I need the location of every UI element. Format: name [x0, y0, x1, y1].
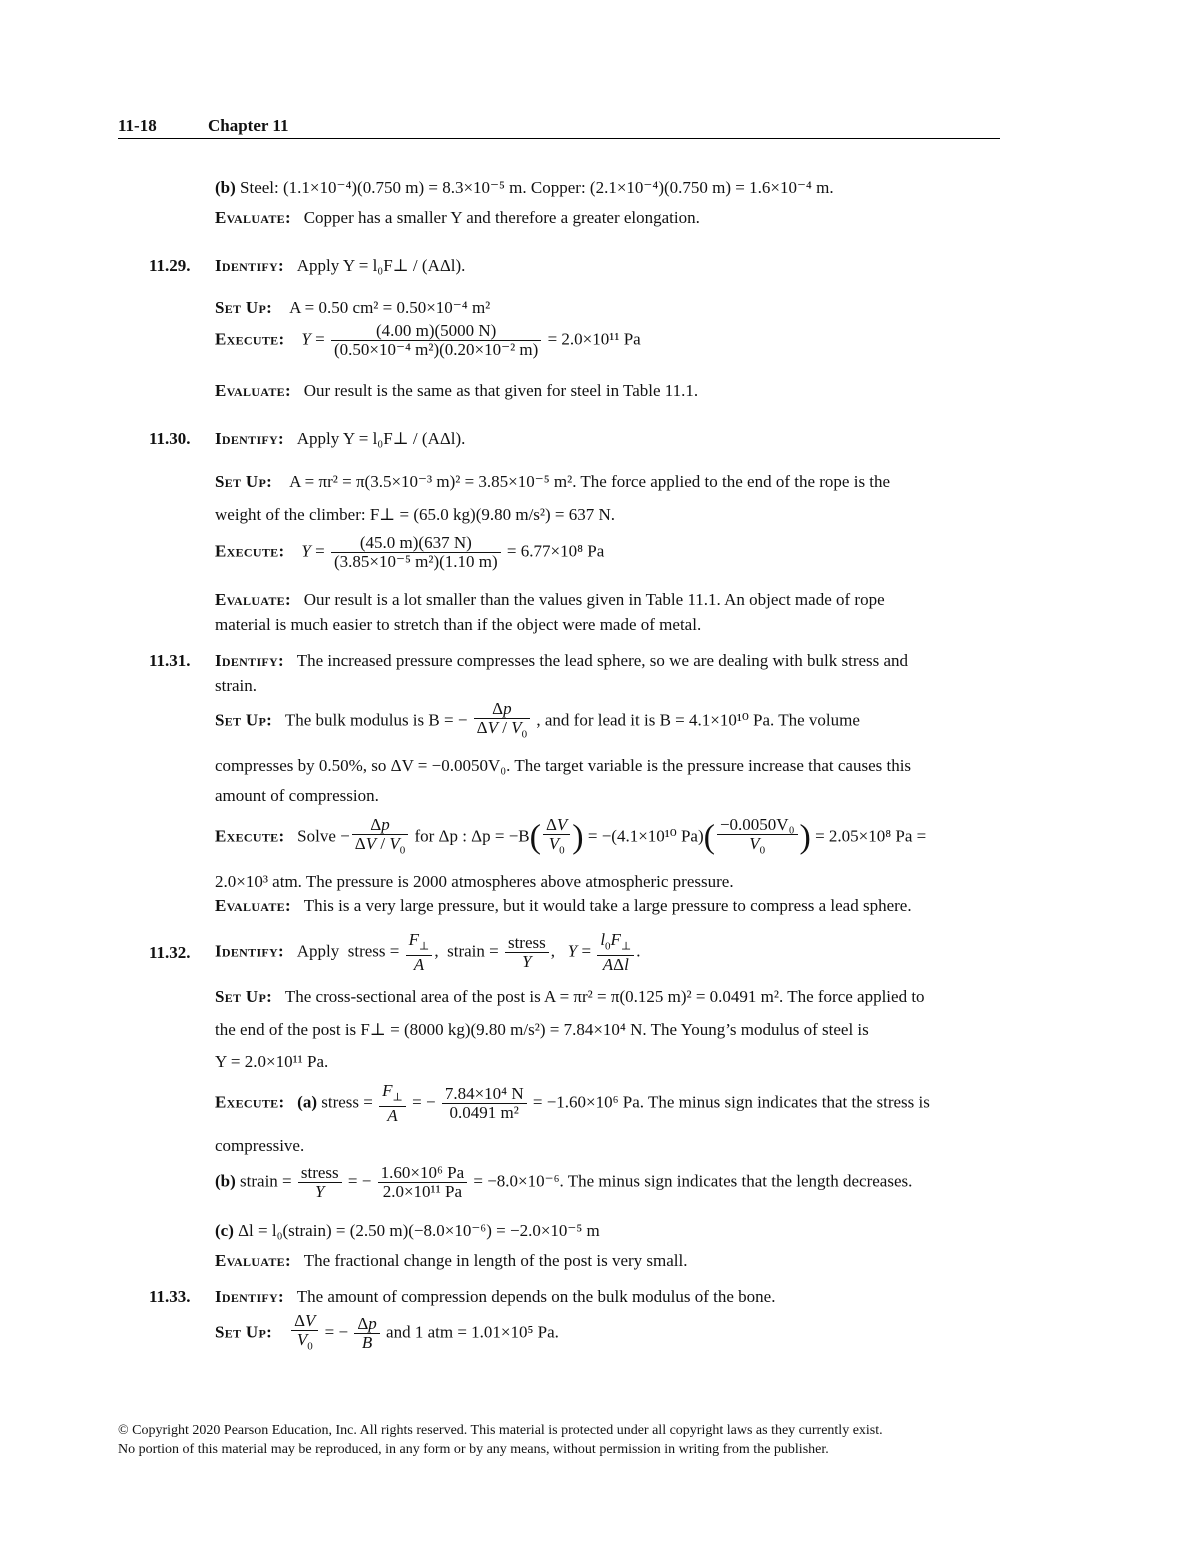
p31-execute-solve: Solve [297, 826, 336, 846]
p31-evaluate-line [215, 896, 912, 916]
p29-execute-denominator: (0.50×10⁻⁴ m²)(0.20×10⁻² m) [333, 340, 539, 359]
setup-label: Set Up: [215, 472, 273, 491]
execute-label: Execute: [215, 826, 285, 846]
p32-c-text: Δl = l₀(strain) = (2.50 m)(−8.0×10⁻⁶) = −2.0×10⁻⁵ m [238, 1221, 600, 1240]
p31-execute-fraction-1: $\frac{\Delta p}{\Delta V / V_0}$ [352, 816, 408, 859]
p28-evaluate-text: Copper has a smaller Y and therefore a greater elongation. [303, 208, 700, 227]
identify-label: Identify: [215, 1287, 284, 1306]
p32-execute-line: Execute: (a) stress = $\frac{F_\perp}{A}$ = − $\frac{\text{7.84×10⁴ N}}{\text{0.0491 m²}}$ = −1.60×10⁶ Pa. The minus sign indicates that the stress is [215, 1081, 930, 1126]
p31-identify-line [215, 651, 908, 671]
p32-setup-line-3: Y = 2.0×10¹¹ Pa. [215, 1052, 329, 1071]
p33-fraction-1: $\frac{\Delta V}{V_0}$ [291, 1312, 318, 1355]
p28-evaluate-line [215, 208, 700, 228]
p32-a-fraction-1: $\frac{F_\perp}{A}$ [379, 1082, 406, 1125]
p30-execute-fraction [331, 534, 501, 571]
p29-execute-numerator: (4.00 m)(5000 N) [331, 322, 541, 341]
p31-execute-fraction-3: $\frac{\text{−0.0050V₀}}{V_0}$ [717, 816, 798, 859]
p32-b-denominator: 2.0×10¹¹ Pa [382, 1182, 462, 1201]
p30-execute-result: = 6.77×10⁸ Pa [506, 541, 605, 561]
p29-setup-line [215, 298, 490, 318]
evaluate-label: Evaluate: [215, 1251, 291, 1270]
p32-evaluate-line [215, 1251, 688, 1271]
identify-label: Identify: [215, 941, 284, 961]
evaluate-label: Evaluate: [215, 208, 291, 227]
p32-b-line: (b) strain = $\frac{\text{stress}}{Y}$ = − $\frac{\text{1.60×10⁶ Pa}}{\text{2.0×10¹¹ Pa}}$ = −8.0×10⁻⁶. The minus sign indicates that the length decreases. [215, 1163, 913, 1201]
p32-setup-line [215, 987, 925, 1007]
page-number: 11-18 [118, 116, 157, 135]
p32-c-line [215, 1221, 600, 1241]
problem-number: 11.30. [149, 429, 191, 448]
p31-setup-line-3: amount of compression. [215, 786, 379, 805]
p28-b-line [215, 178, 834, 198]
p31-execute-mid: = −(4.1×10¹⁰ Pa) [587, 826, 704, 846]
p30-evaluate-line-2: material is much easier to stretch than if the object were made of metal. [215, 615, 702, 634]
evaluate-label: Evaluate: [215, 896, 291, 915]
p32-setup-text-1: The cross-sectional area of the post is A = πr² = π(0.125 m)² = 0.0491 m². The force applied to [284, 987, 925, 1006]
p32-a-label: (a) [297, 1092, 317, 1112]
p31-execute-for: for Δp : Δp = −B [414, 826, 530, 846]
p30-execute-numerator: (45.0 m)(637 N) [331, 534, 501, 553]
p32-b-label: (b) [215, 1171, 236, 1191]
p30-setup-text-1: A = πr² = π(3.5×10⁻³ m)² = 3.85×10⁻⁵ m². The force applied to the end of the rope is the [289, 472, 891, 491]
p31-execute-line: Execute: Solve − $\frac{\Delta p}{\Delta V / V_0}$ for Δp : Δp = −B( $\frac{\Delta V}{V_0}$ ) = −(4.1×10¹⁰ Pa)( $\frac{\text{−0.0050V₀}}{V_0}$ ) = 2.05×10⁸ Pa = [215, 816, 926, 859]
p29-setup-text: A = 0.50 cm² = 0.50×10⁻⁴ m² [289, 298, 491, 317]
setup-label: Set Up: [215, 987, 273, 1006]
p31-setup-line-2: compresses by 0.50%, so ΔV = −0.0050V₀. The target variable is the pressure increase that causes this [215, 756, 912, 775]
problem-number: 11.31. [149, 651, 191, 670]
p32-a-numerator: 7.84×10⁴ N [442, 1085, 527, 1104]
p31-execute-line-2: 2.0×10³ atm. The pressure is 2000 atmospheres above atmospheric pressure. [215, 872, 734, 891]
p32-a-result: = −1.60×10⁶ Pa. The minus sign indicates that the stress is [532, 1092, 930, 1112]
p29-identify-line [215, 256, 465, 276]
p31-execute-fraction-3-num: −0.0050V₀ [717, 816, 798, 835]
p32-stress-fraction: $\frac{F_\perp}{A}$ [406, 931, 433, 974]
p32-strain-fraction: $\frac{\text{stress}}{Y}$ [505, 934, 549, 971]
p30-identify-text: Apply Y = l₀F⊥ / (AΔl). [296, 429, 466, 448]
identify-label: Identify: [215, 429, 284, 448]
p33-setup-tail: and 1 atm = 1.01×10⁵ Pa. [386, 1322, 559, 1342]
p32-b-fraction-1: $\frac{\text{stress}}{Y}$ [298, 1164, 342, 1201]
p32-a-continuation: compressive. [215, 1136, 305, 1155]
p32-b-fraction-2 [378, 1164, 468, 1201]
p32-identify-apply: Apply [296, 941, 340, 961]
p33-identify-text: The amount of compression depends on the bulk modulus of the bone. [296, 1287, 776, 1306]
execute-label: Execute: [215, 541, 285, 561]
identify-label: Identify: [215, 651, 284, 670]
evaluate-label: Evaluate: [215, 381, 291, 400]
problem-number: 11.33. [149, 1287, 191, 1306]
evaluate-label: Evaluate: [215, 590, 291, 609]
p33-setup-line: Set Up: $\frac{\Delta V}{V_0}$ = − $\frac{\Delta p}{B}$ and 1 atm = 1.01×10⁵ Pa. [215, 1312, 559, 1355]
problem-number: 11.29. [149, 256, 191, 275]
p30-identify-line [215, 429, 465, 449]
p31-evaluate-text: This is a very large pressure, but it would take a large pressure to compress a lead sphere. [303, 896, 912, 915]
p30-setup-line-2: weight of the climber: F⊥ = (65.0 kg)(9.80 m/s²) = 637 N. [215, 505, 616, 524]
p30-setup-line [215, 472, 890, 492]
p29-execute-line: Execute: Y = $\frac{(4.00 m)(5000 N)}{\text{(0.50×10⁻⁴ m²)(0.20×10⁻² m)}}$ = 2.0×10¹¹ Pa [215, 321, 641, 359]
p29-evaluate-text: Our result is the same as that given for steel in Table 11.1. [303, 381, 699, 400]
p32-b-result: = −8.0×10⁻⁶. The minus sign indicates that the length decreases. [473, 1171, 913, 1191]
copyright-line-2: No portion of this material may be reproduced, in any form or by any means, without permission in writing from the publisher. [118, 1442, 829, 1457]
setup-label: Set Up: [215, 710, 273, 730]
setup-label: Set Up: [215, 298, 273, 317]
execute-label: Execute: [215, 329, 285, 349]
p31-identify-line-2: strain. [215, 676, 258, 695]
problem-number: 11.32. [149, 943, 191, 962]
execute-label: Execute: [215, 1092, 285, 1112]
p30-execute-denominator: (3.85×10⁻⁵ m²)(1.10 m) [333, 552, 498, 571]
p32-a-denominator: 0.0491 m² [449, 1103, 519, 1123]
p32-c-label: (c) [215, 1221, 234, 1240]
p29-execute-result: = 2.0×10¹¹ Pa [547, 329, 641, 349]
p31-setup-text-1a: The bulk modulus is B = − [284, 710, 468, 730]
setup-label: Set Up: [215, 1322, 273, 1342]
p31-bulk-fraction: $\frac{\Delta p}{\Delta V / V_0}$ [474, 700, 530, 743]
p29-execute-fraction [331, 322, 541, 359]
p28-b-text: Steel: (1.1×10⁻⁴)(0.750 m) = 8.3×10⁻⁵ m. Copper: (2.1×10⁻⁴)(0.750 m) = 1.6×10⁻⁴ m. [240, 178, 834, 197]
chapter-title: Chapter 11 [208, 116, 289, 135]
p30-evaluate-line [215, 590, 885, 610]
p29-identify-text: Apply Y = l₀F⊥ / (AΔl). [296, 256, 466, 275]
p31-setup-line [215, 700, 860, 743]
p31-execute-fraction-2: $\frac{\Delta V}{V_0}$ [543, 816, 570, 859]
p32-a-fraction-2 [442, 1085, 527, 1122]
page-header [118, 114, 1000, 139]
p30-execute-line: Execute: Y = $\frac{(45.0 m)(637 N)}{\text{(3.85×10⁻⁵ m²)(1.10 m)}}$ = 6.77×10⁸ Pa [215, 533, 605, 571]
p30-evaluate-text-1: Our result is a lot smaller than the values given in Table 11.1. An object made of rope [303, 590, 885, 609]
identify-label: Identify: [215, 256, 284, 275]
p32-evaluate-text: The fractional change in length of the post is very small. [303, 1251, 688, 1270]
p32-b-numerator: 1.60×10⁶ Pa [378, 1164, 468, 1183]
p31-execute-result: = 2.05×10⁸ Pa = [815, 826, 927, 846]
p32-setup-line-2: the end of the post is F⊥ = (8000 kg)(9.80 m/s²) = 7.84×10⁴ N. The Young’s modulus of steel is [215, 1020, 869, 1039]
p33-identify-line [215, 1287, 775, 1307]
p32-identify-line: Identify: Apply stress = $\frac{F_\perp}{A}$ , strain = $\frac{\text{stress}}{Y}$ , Y = $\frac{l_0F_\perp}{\text{AΔl}}$ . [215, 930, 641, 975]
p31-identify-text-1: The increased pressure compresses the lead sphere, so we are dealing with bulk stress and [296, 651, 909, 670]
p29-evaluate-line [215, 381, 698, 401]
p33-fraction-2: $\frac{\Delta p}{B}$ [354, 1315, 379, 1352]
p28-b-label: (b) [215, 178, 236, 197]
p32-young-fraction: $\frac{l_0F_\perp}{\text{AΔl}}$ [597, 931, 634, 974]
copyright-line-1: © Copyright 2020 Pearson Education, Inc. All rights reserved. This material is protected under all copyright laws as they currently exist. [118, 1423, 883, 1438]
p31-setup-text-1b: , and for lead it is B = 4.1×10¹⁰ Pa. The volume [536, 710, 860, 730]
